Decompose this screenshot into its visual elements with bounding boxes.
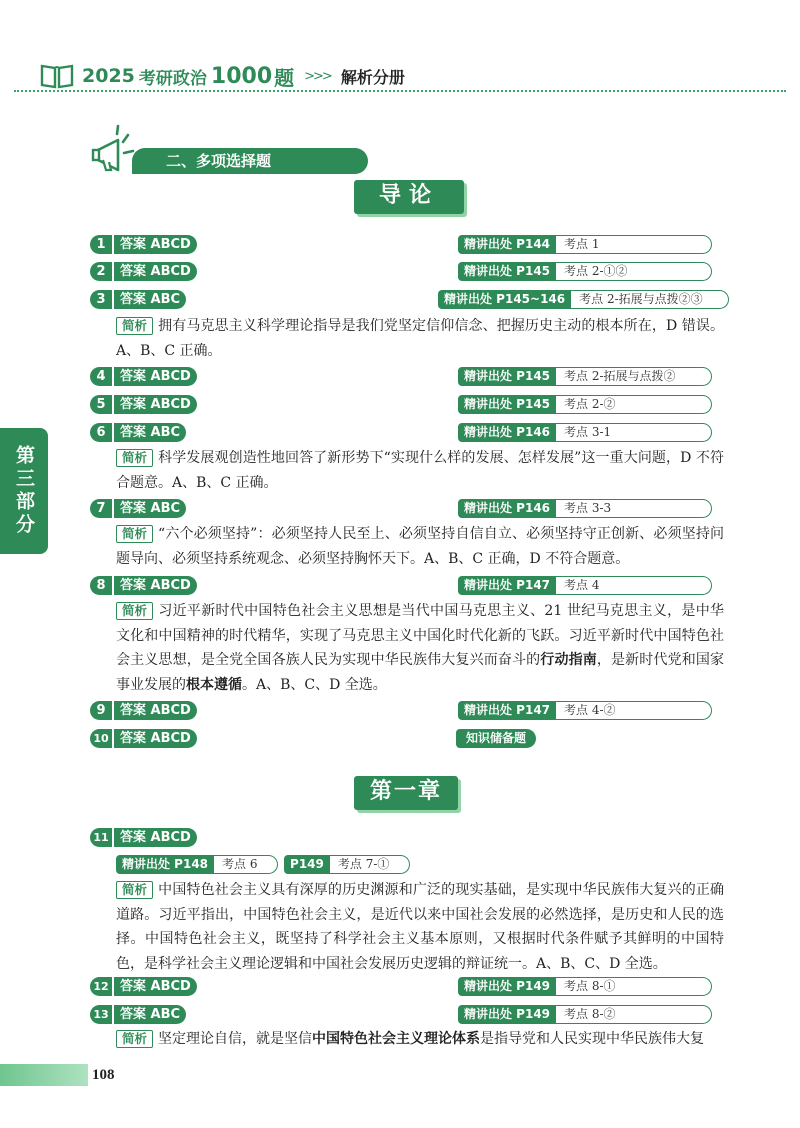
open-book-icon (40, 63, 74, 89)
answer-row (90, 423, 722, 443)
explanation-text: 。A、B、C、D 全选。 (242, 676, 387, 693)
question-number: 9 (90, 701, 112, 720)
reference-point: 考点 2-拓展与点拨②③ (571, 290, 729, 309)
reference-tag: 精讲出处 P145 (458, 395, 556, 414)
source-reference (458, 977, 712, 996)
header-arrows: >>> (304, 68, 331, 84)
answer-row (90, 499, 722, 519)
source-reference (458, 395, 712, 414)
jianxi-label: 简析 (116, 525, 153, 543)
reference-point: 考点 1 (556, 235, 712, 254)
explanation-text: 中国特色社会主义具有深厚的历史渊源和广泛的现实基础，是实现中华民族伟大复兴的正确道路。习近平指出，中国特色社会主义，是近代以来中国社会发展的必然选择，是历史和人民的选择。中国特色社会主义，既坚持了科学社会主义基本原则，又根据时代条件赋予其鲜明的中国特色，是科学社会主义理论逻辑和中国社会发展历史逻辑的辩证统一。A、B、C、D 全选。 (116, 882, 724, 972)
explanation-text: 习近平新时代中国特色社会主义思想是当代中国马克思主义、21 世纪马克思主义，是中华文化和中国精神的时代精华，实现了马克思主义中国化时代化新的飞跃。习近平新时代中国特色社会主义思想，是全党全国各族人民为实现中华民族伟大复兴而奋斗的 (116, 603, 724, 668)
explanation-q6 (116, 446, 724, 495)
question-number: 13 (90, 1005, 112, 1024)
emphasis-text: 中国特色社会主义理论体系 (312, 1031, 481, 1047)
reference-point: 考点 2-①② (556, 262, 712, 281)
answer-badge: 答案 ABC (114, 290, 186, 309)
question-number: 2 (90, 262, 112, 281)
reference-point: 考点 2-② (556, 395, 712, 414)
explanation-text: 坚定理论自信，就是坚信 (158, 1031, 313, 1047)
jianxi-label: 简析 (116, 317, 153, 335)
emphasis-text: 行动指南 (540, 652, 597, 668)
explanation-text: 科学发展观创造性地回答了新形势下“实现什么样的发展、怎样发展”这一重大问题，D 不符合题意。A、B、C 正确。 (116, 450, 724, 491)
source-reference (458, 423, 712, 442)
reference-point: 考点 8-① (556, 977, 712, 996)
jianxi-label: 简析 (116, 449, 153, 467)
source-reference (458, 367, 712, 386)
header-count: 1000 (210, 63, 273, 89)
explanation-q7 (116, 522, 724, 571)
explanation-q13 (116, 1027, 724, 1053)
answer-badge: 答案 ABCD (114, 828, 197, 847)
reference-tag: P149 (284, 855, 330, 874)
question-number: 6 (90, 423, 112, 442)
answer-badge: 答案 ABC (114, 499, 186, 518)
answer-row (90, 977, 722, 997)
question-number: 8 (90, 576, 112, 595)
answer-row (90, 729, 722, 749)
jianxi-label: 简析 (116, 602, 153, 620)
reference-tag: 精讲出处 P149 (458, 977, 556, 996)
jianxi-label: 简析 (116, 881, 153, 899)
reference-point: 考点 4 (556, 576, 712, 595)
answer-row (90, 576, 722, 596)
explanation-text: 拥有马克思主义科学理论指导是我们党坚定信仰信念、把握历史主动的根本所在，D 错误。A、B、C 正确。 (116, 318, 724, 359)
explanation-text: “六个必须坚持”：必须坚持人民至上、必须坚持自信自立、必须坚持守正创新、必须坚持问题导向、必须坚持系统观念、必须坚持胸怀天下。A、B、C 正确，D 不符合题意。 (116, 526, 724, 567)
answer-row (90, 262, 722, 282)
reference-tag: 精讲出处 P146 (458, 423, 556, 442)
explanation-text: ，是新时代党和国家事业发展的 (116, 652, 725, 693)
explanation-q3 (116, 314, 724, 363)
answer-badge: 答案 ABCD (114, 576, 197, 595)
reference-tag: 精讲出处 P145 (458, 262, 556, 281)
header-dotted-divider (14, 90, 786, 92)
reference-point: 考点 3-1 (556, 423, 712, 442)
jianxi-label: 简析 (116, 1030, 153, 1048)
reference-point: 考点 4-② (556, 701, 712, 720)
question-number: 11 (90, 828, 112, 847)
question-number: 3 (90, 290, 112, 309)
header-subtitle: 解析分册 (340, 67, 405, 87)
question-number: 10 (90, 729, 112, 748)
page-number: 108 (92, 1067, 115, 1083)
section-title: 二、多项选择题 (132, 148, 368, 174)
answer-badge: 答案 ABCD (114, 395, 197, 414)
reference-point: 考点 6 (214, 855, 278, 874)
answer-row (90, 701, 722, 721)
reference-tag: 精讲出处 P146 (458, 499, 556, 518)
answer-badge: 答案 ABCD (114, 262, 197, 281)
source-reference (458, 499, 712, 518)
reference-point: 考点 8-② (556, 1005, 712, 1024)
part-side-tab: 第三部分 (0, 428, 48, 554)
reference-tag: 精讲出处 P145~146 (438, 290, 571, 309)
chapter-intro-heading: 导论 (354, 180, 464, 214)
source-reference (116, 855, 410, 874)
reference-point: 考点 7-① (330, 855, 410, 874)
reference-tag: 精讲出处 P147 (458, 701, 556, 720)
explanation-q11 (116, 878, 724, 976)
question-number: 7 (90, 499, 112, 518)
emphasis-text: 根本遵循 (186, 676, 242, 693)
explanation-text: 是指导党和人民实现中华民族伟大复 (480, 1031, 705, 1047)
reference-point: 考点 2-拓展与点拨② (556, 367, 712, 386)
question-number: 4 (90, 367, 112, 386)
answer-row (90, 290, 722, 310)
answer-badge: 答案 ABCD (114, 977, 197, 996)
running-header (40, 58, 760, 94)
answer-badge: 答案 ABC (114, 1005, 186, 1024)
answer-row (90, 395, 722, 415)
answer-badge: 答案 ABC (114, 423, 186, 442)
megaphone-icon (90, 120, 146, 174)
knowledge-reserve-tag: 知识储备题 (456, 729, 536, 748)
question-number: 12 (90, 977, 112, 996)
reference-tag: 精讲出处 P145 (458, 367, 556, 386)
explanation-q8 (116, 599, 724, 697)
header-year: 2025 (82, 65, 135, 87)
answer-badge: 答案 ABCD (114, 729, 197, 748)
answer-row (90, 235, 722, 255)
source-reference (458, 576, 712, 595)
answer-badge: 答案 ABCD (114, 235, 197, 254)
source-reference (438, 290, 729, 309)
header-title: 考研政治 (138, 68, 207, 89)
section-banner (90, 120, 290, 174)
reference-tag: 精讲出处 P147 (458, 576, 556, 595)
answer-badge: 答案 ABCD (114, 367, 197, 386)
source-reference (458, 1005, 712, 1024)
reference-tag: 精讲出处 P144 (458, 235, 556, 254)
chapter-one-heading: 第一章 (354, 776, 458, 810)
reference-tag: 精讲出处 P148 (116, 855, 214, 874)
source-reference (458, 262, 712, 281)
question-number: 5 (90, 395, 112, 414)
header-ti: 题 (274, 65, 295, 90)
answer-row (90, 828, 722, 848)
answer-badge: 答案 ABCD (114, 701, 197, 720)
source-reference (458, 701, 712, 720)
reference-point: 考点 3-3 (556, 499, 712, 518)
question-number: 1 (90, 235, 112, 254)
answer-row (90, 1005, 722, 1025)
answer-row (90, 367, 722, 387)
source-reference (458, 235, 712, 254)
footer-bar (0, 1064, 88, 1086)
reference-tag: 精讲出处 P149 (458, 1005, 556, 1024)
